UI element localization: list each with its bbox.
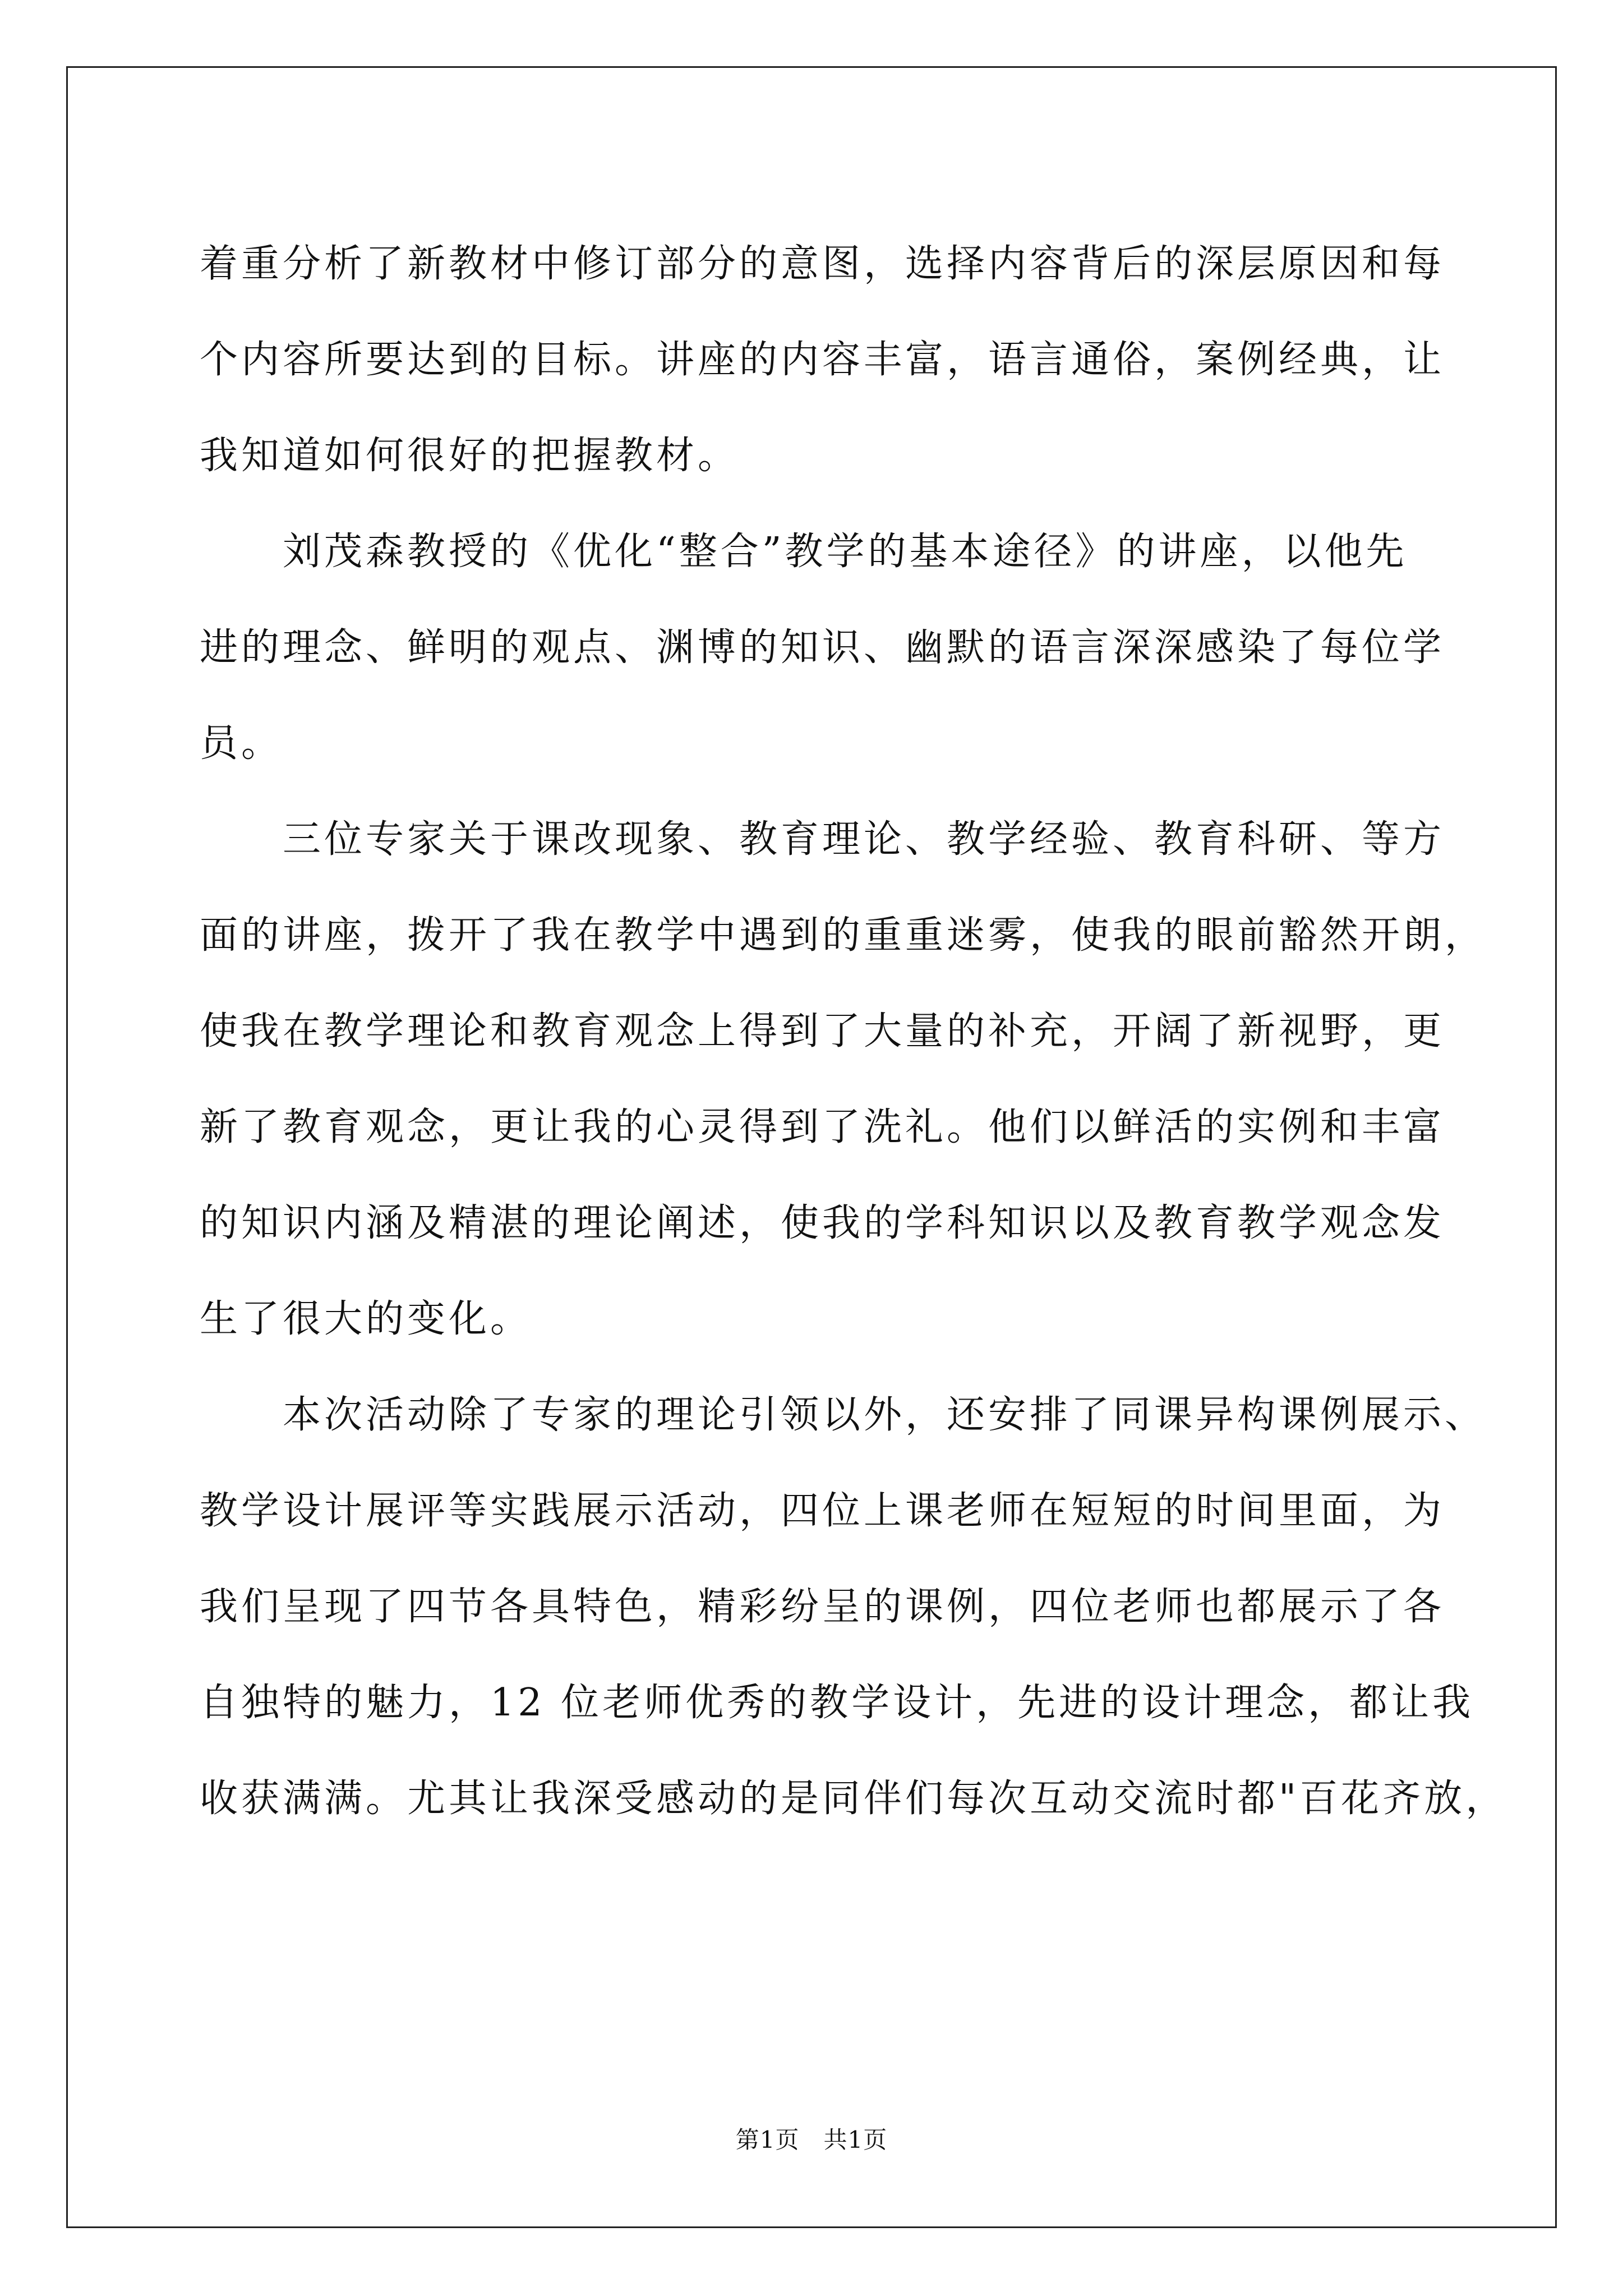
text-line: 个内容所要达到的目标。讲座的内容丰富，语言通俗，案例经典，让 <box>200 338 1445 382</box>
text-line: 教学设计展评等实践展示活动，四位上课老师在短短的时间里面，为 <box>200 1489 1445 1533</box>
text-line: 使我在教学理论和教育观念上得到了大量的补充，开阔了新视野，更 <box>200 1009 1445 1053</box>
text-line: 刘茂森教授的《优化“整合”教学的基本途径》的讲座，以他先 <box>200 530 1408 574</box>
text-line: 新了教育观念，更让我的心灵得到了洗礼。他们以鲜活的实例和丰富 <box>200 1105 1445 1149</box>
text-line: 我们呈现了四节各具特色，精彩纷呈的课例，四位老师也都展示了各 <box>200 1585 1445 1629</box>
text-line: 着重分析了新教材中修订部分的意图，选择内容背后的深层原因和每 <box>200 242 1445 286</box>
text-line: 自独特的魅力，12 位老师优秀的教学设计，先进的设计理念，都让我 <box>200 1681 1474 1725</box>
text-line: 的知识内涵及精湛的理论阐述，使我的学科知识以及教育教学观念发 <box>200 1201 1445 1245</box>
text-line: 三位专家关于课改现象、教育理论、教学经验、教育科研、等方 <box>200 817 1445 862</box>
page-number-footer: 第1页 共1页 <box>735 2126 888 2154</box>
text-line: 员。 <box>200 721 283 766</box>
text-line: 本次活动除了专家的理论引领以外，还安排了同课异构课例展示、 <box>200 1393 1487 1437</box>
document-body <box>200 216 1507 1847</box>
text-line: 进的理念、鲜明的观点、渊博的知识、幽默的语言深深感染了每位学 <box>200 625 1445 670</box>
text-line: 收获满满。尤其让我深受感动的是同伴们每次互动交流时都"百花齐放， <box>200 1777 1507 1821</box>
text-line: 面的讲座，拨开了我在教学中遇到的重重迷雾，使我的眼前豁然开朗， <box>200 913 1487 958</box>
text-line: 生了很大的变化。 <box>200 1297 532 1341</box>
text-line: 我知道如何很好的把握教材。 <box>200 434 740 478</box>
